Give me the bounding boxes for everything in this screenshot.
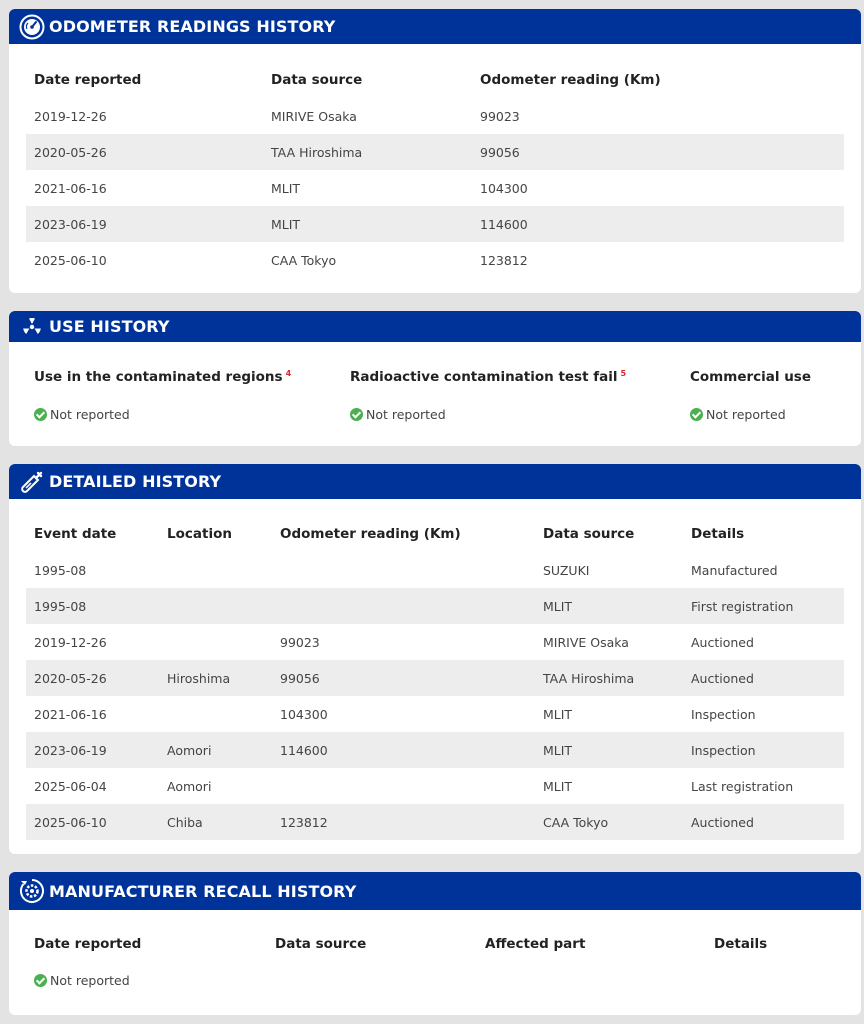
column-header: Date reported [34,72,142,88]
detailed-history-header [9,464,861,499]
table-cell: 2025-06-10 [34,252,107,268]
table-cell: 2025-06-04 [34,778,107,794]
table-cell [159,696,272,732]
table-cell [159,624,272,660]
status-text: Not reported [50,972,130,988]
check-circle-icon [34,408,47,421]
table-row [26,588,844,624]
table-cell: 2025-06-10 [26,804,159,840]
table-cell: 2023-06-19 [26,732,159,768]
table-cell: Auctioned [683,660,844,696]
status-text: Not reported [706,407,786,422]
check-circle-icon [34,974,47,987]
table-cell: MIRIVE Osaka [543,634,629,650]
recall-history-title: MANUFACTURER RECALL HISTORY [49,881,357,901]
table-row [26,732,844,768]
contaminated-regions-label [34,369,291,385]
detailed-history-title: DETAILED HISTORY [49,472,222,491]
empty-state [26,962,844,998]
table-cell: 114600 [472,206,844,242]
table-header-row [26,516,844,552]
column-header: Event date [34,526,117,542]
table-cell: TAA Hiroshima [535,660,683,696]
table-cell: TAA Hiroshima [263,134,472,170]
check-circle-icon [690,408,703,421]
table-row [26,962,844,998]
table-cell: 2020-05-26 [26,134,263,170]
table-header-row [26,62,844,98]
footnote-marker[interactable]: 4 [285,369,292,378]
column-header: Details [714,936,768,952]
odometer-table [26,62,844,278]
odometer-history-title: ODOMETER READINGS HISTORY [49,17,336,36]
table-row [26,98,844,134]
use-history-header [9,311,861,342]
column-header: Details [691,526,745,542]
table-cell: 2019-12-26 [34,108,107,124]
table-cell: Inspection [683,732,844,768]
radiation-icon [19,314,45,340]
recall-table [26,926,844,998]
table-row [26,170,844,206]
table-cell: 2020-05-26 [26,660,159,696]
recall-history-header [9,872,861,910]
table-cell: Auctioned [691,634,754,650]
contaminated-regions-status [34,404,130,423]
column-header: Data source [543,526,635,542]
table-cell: Aomori [159,732,272,768]
use-history-title: USE HISTORY [49,317,170,336]
table-cell: Aomori [167,778,212,794]
column-header: Date reported [34,936,142,952]
radioactive-test-text: Radioactive contamination test fail [350,369,618,385]
table-cell: Last registration [691,778,794,794]
table-cell [159,588,272,624]
table-cell: Manufactured [691,562,778,578]
table-cell [272,768,535,804]
column-header: Odometer reading (Km) [480,72,661,88]
table-cell: Auctioned [683,804,844,840]
table-cell: Inspection [691,706,756,722]
recall-gear-icon [19,878,45,904]
status-text: Not reported [366,407,446,422]
table-row [26,624,844,660]
column-header: Data source [275,936,367,952]
table-cell: Chiba [159,804,272,840]
column-header: Affected part [485,936,586,952]
table-cell: 123812 [480,252,528,268]
use-history-card [9,311,861,446]
table-cell: 114600 [272,732,535,768]
table-cell: Hiroshima [159,660,272,696]
table-cell: MLIT [543,706,573,722]
column-header: Data source [271,72,363,88]
table-row [26,552,844,588]
table-row [26,242,844,278]
table-row [26,768,844,804]
table-cell [159,552,272,588]
table-row [26,660,844,696]
odometer-history-header [9,9,861,44]
table-cell: 2021-06-16 [34,706,107,722]
wrench-icon [19,469,45,495]
table-row [26,134,844,170]
table-cell: MLIT [535,588,683,624]
table-row [26,696,844,732]
table-cell: CAA Tokyo [271,252,337,268]
table-cell: MLIT [543,778,573,794]
table-cell: 1995-08 [34,562,87,578]
speedometer-icon [19,14,45,40]
table-cell: MLIT [535,732,683,768]
table-cell [272,588,535,624]
table-cell: CAA Tokyo [535,804,683,840]
table-cell: 2021-06-16 [34,180,107,196]
footnote-marker[interactable]: 5 [620,369,627,378]
table-row [26,206,844,242]
table-row [26,804,844,840]
table-cell: 104300 [480,180,528,196]
detailed-history-card [9,464,861,854]
table-cell: MLIT [271,180,301,196]
table-cell: 99023 [480,108,520,124]
table-cell: 1995-08 [26,588,159,624]
table-cell [272,552,535,588]
table-cell: 99023 [280,634,320,650]
table-cell: 2023-06-19 [26,206,263,242]
table-cell: 2019-12-26 [34,634,107,650]
table-cell: First registration [683,588,844,624]
commercial-use-label: Commercial use [690,369,811,385]
table-cell: 104300 [280,706,328,722]
commercial-use-status [690,404,786,423]
table-cell: MIRIVE Osaka [271,108,357,124]
odometer-history-card [9,9,861,293]
table-cell: 123812 [272,804,535,840]
detailed-history-table [26,516,844,840]
table-cell: 99056 [272,660,535,696]
column-header: Location [167,526,232,542]
radioactive-test-label [350,369,626,385]
column-header: Odometer reading (Km) [280,526,461,542]
contaminated-regions-text: Use in the contaminated regions [34,369,283,385]
table-cell: 99056 [472,134,844,170]
check-circle-icon [350,408,363,421]
status-text: Not reported [50,407,130,422]
table-cell: SUZUKI [543,562,590,578]
recall-history-card [9,872,861,1015]
table-header-row [26,926,844,962]
radioactive-test-status [350,404,446,423]
table-cell: MLIT [263,206,472,242]
